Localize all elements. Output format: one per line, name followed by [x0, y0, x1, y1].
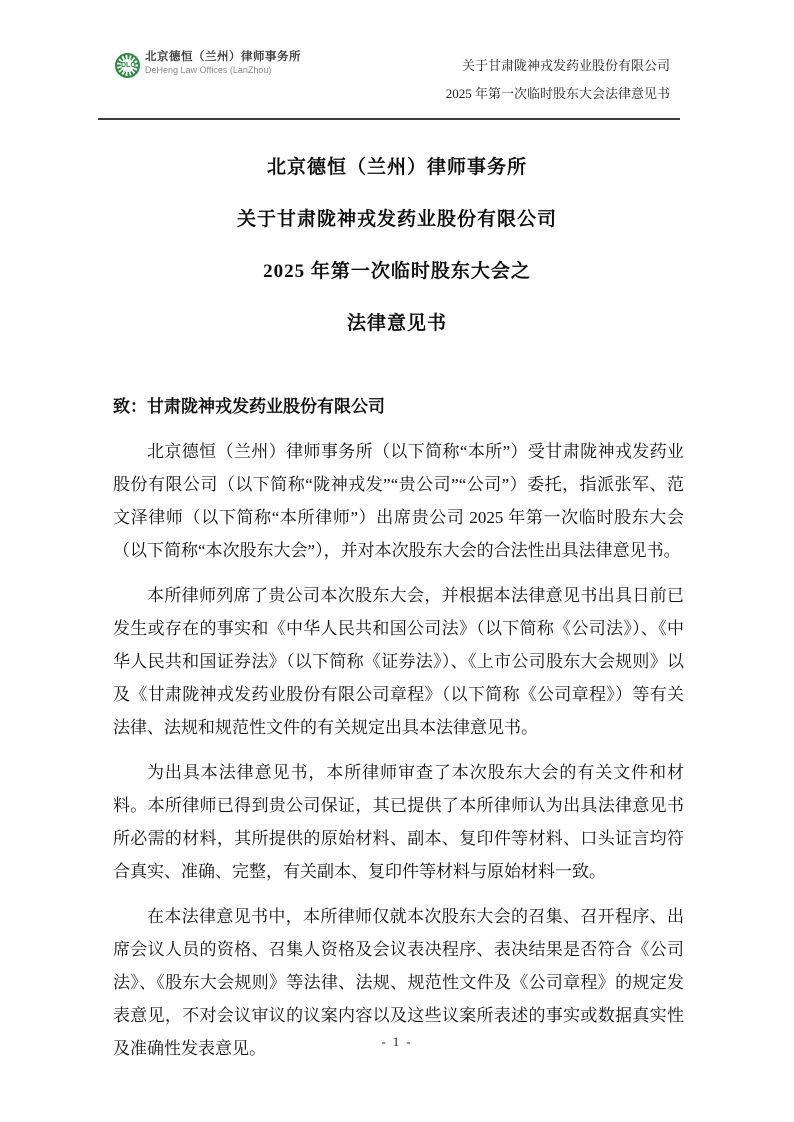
paragraph-2: 本所律师列席了贵公司本次股东大会，并根据本法律意见书出具日前已发生或存在的事实和《中华人民共和国公司法》（以下简称《公司法》）、《中华人民共和国证券法》（以下简称《证券法》）、《上市公司股东大会规则》以及《甘肃陇神戎发药业股份有限公司章程》（以下简称《公司章程》）等有关法律、法规和规范性文件的有关规定出具本法律意见书。	[113, 586, 684, 737]
law-firm-logo	[115, 50, 301, 78]
paragraph-4: 在本法律意见书中，本所律师仅就本次股东大会的召集、召开程序、出席会议人员的资格、召集人资格及会议表决程序、表决结果是否符合《公司法》、《股东大会规则》等法律、法规、规范性文件及《公司章程》的规定发表意见，不对会议审议的议案内容以及这些议案所表述的事实或数据真实性及准确性发表意见。	[113, 907, 684, 1058]
running-header-line1: 关于甘肃陇神戎发药业股份有限公司	[461, 58, 670, 73]
deheng-seal-icon	[115, 53, 140, 78]
page-header	[0, 0, 794, 120]
document-body	[113, 390, 684, 1065]
logo-name-cn: 北京德恒（兰州）律师事务所	[145, 51, 301, 63]
title-line-1: 北京德恒（兰州）律师事务所	[266, 157, 527, 178]
salutation: 致：甘肃陇神戎发药业股份有限公司	[113, 397, 385, 416]
logo-name-en: DeHeng Law Offices (LanZhou)	[145, 65, 272, 76]
title-line-3: 2025 年第一次临时股东大会之	[263, 261, 531, 282]
running-header	[446, 52, 670, 108]
running-header-line2: 2025 年第一次临时股东大会法律意见书	[445, 86, 670, 101]
document-title	[0, 142, 794, 350]
header-row	[0, 50, 794, 108]
paragraph-3: 为出具本法律意见书，本所律师审查了本次股东大会的有关文件和材料。本所律师已得到贵公司保证，其已提供了本所律师认为出具法律意见书所必需的材料，其所提供的原始材料、副本、复印件等材料、口头证言均符合真实、准确、完整，有关副本、复印件等材料与原始材料一致。	[113, 763, 684, 881]
seal-monogram: DLO	[121, 59, 134, 72]
page-number: - 1 -	[381, 1035, 413, 1049]
title-line-2: 关于甘肃陇神戎发药业股份有限公司	[236, 209, 557, 230]
header-divider	[98, 118, 680, 120]
logo-text	[145, 50, 301, 77]
title-line-4: 法律意见书	[346, 313, 447, 334]
paragraph-1: 北京德恒（兰州）律师事务所（以下简称“本所”）受甘肃陇神戎发药业股份有限公司（以下简称“陇神戎发”“贵公司”“公司”）委托，指派张军、范文泽律师（以下简称“本所律师”）出席贵公司 2025 年第一次临时股东大会（以下简称“本次股东大会”），并对本次股东大会的合法性出具法律意见书。	[113, 442, 684, 560]
